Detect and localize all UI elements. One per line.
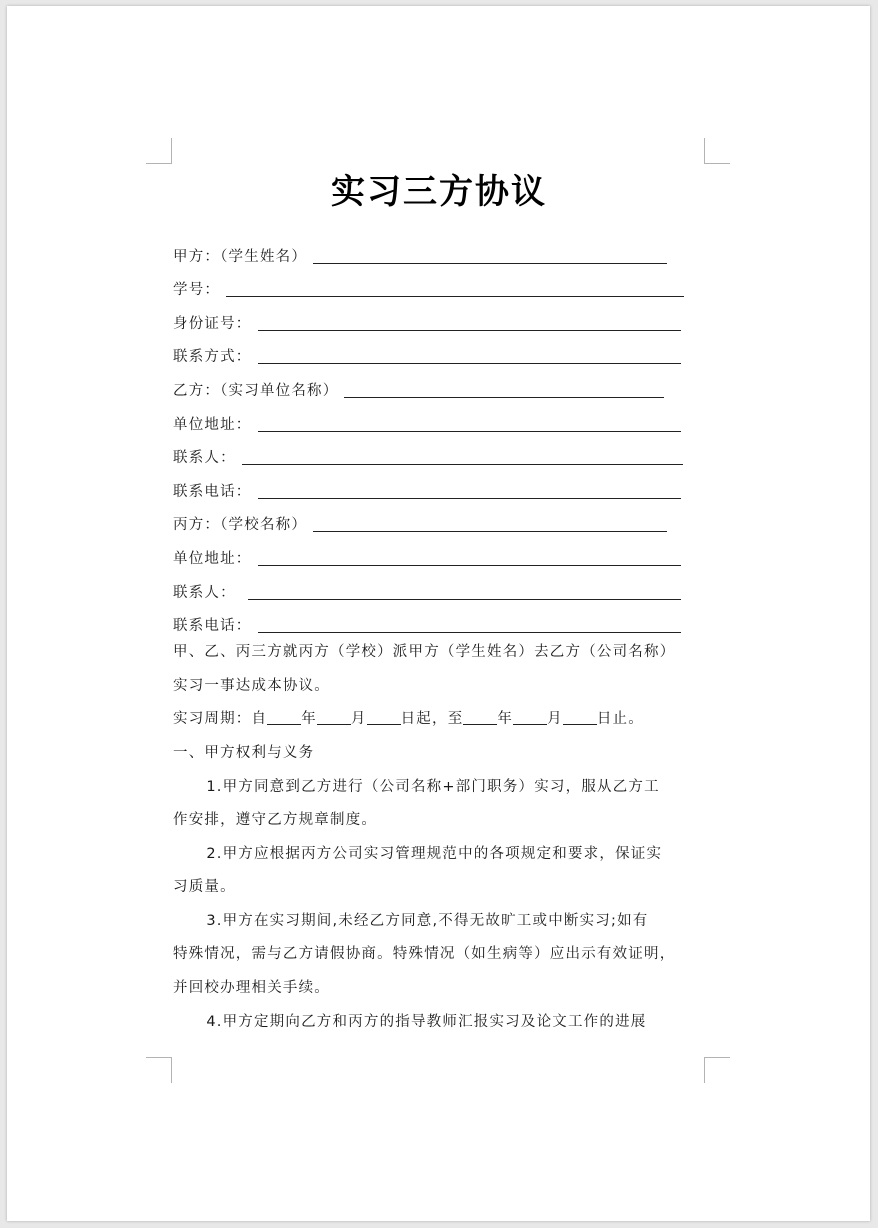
clause-3-line-2: 特殊情况，需与乙方请假协商。特殊情况（如生病等）应出示有效证明， (173, 946, 676, 963)
field-label: 联系方式： (173, 349, 252, 366)
field-label: 联系电话： (173, 483, 252, 500)
period-month-1: 月 (350, 711, 367, 728)
field-label: 学号： (173, 282, 221, 299)
fill-in-line[interactable] (258, 545, 681, 566)
field-party-a-name (173, 233, 710, 267)
field-party-b-phone (173, 468, 710, 502)
crop-mark-top-left (146, 138, 172, 164)
clause-3-line-3: 并回校办理相关手续。 (173, 980, 330, 997)
field-label: 联系电话： (173, 618, 252, 635)
period-day-1: 日起，至 (400, 711, 464, 728)
field-id-number (173, 300, 710, 334)
period-label: 实习周期：自 (173, 711, 268, 728)
field-label: 身份证号： (173, 315, 252, 332)
period-year-1: 年 (301, 711, 317, 728)
field-party-b-address (173, 401, 710, 435)
field-label: 联系人： (173, 584, 236, 601)
field-party-c-contact-person (173, 569, 710, 603)
fill-in-line[interactable] (258, 310, 681, 331)
field-label: 甲方：（学生姓名） (173, 248, 308, 265)
clause-2-line-1: 2.甲方应根据丙方公司实习管理规范中的各项规定和要求，保证实 (206, 845, 663, 862)
end-month-blank[interactable] (513, 710, 547, 725)
section-1-heading: 一、甲方权利与义务 (173, 744, 315, 761)
clause-1-line-1: 1.甲方同意到乙方进行（公司名称+部门职务）实习，服从乙方工 (206, 778, 660, 795)
fill-in-line[interactable] (248, 579, 681, 600)
fill-in-line[interactable] (258, 478, 681, 499)
fill-in-line[interactable] (258, 411, 681, 432)
end-day-blank[interactable] (563, 710, 597, 725)
field-party-c-phone (173, 603, 710, 637)
field-party-b-name (173, 367, 710, 401)
field-student-id (173, 267, 710, 301)
fill-in-line[interactable] (313, 511, 667, 532)
fill-in-line[interactable] (258, 343, 681, 364)
period-year-2: 年 (497, 711, 514, 728)
clause-2-line-2: 习质量。 (173, 879, 236, 896)
start-year-blank[interactable] (267, 710, 301, 725)
period-day-2: 日止。 (596, 711, 644, 728)
intro-line-2: 实习一事达成本协议。 (173, 677, 330, 694)
field-party-b-contact-person (173, 435, 710, 469)
start-month-blank[interactable] (317, 710, 351, 725)
fill-in-line[interactable] (242, 444, 683, 465)
field-label: 单位地址： (173, 416, 252, 433)
crop-mark-top-right (704, 138, 730, 164)
clause-3-line-1: 3.甲方在实习期间,未经乙方同意,不得无故旷工或中断实习;如有 (206, 912, 649, 929)
period-month-2: 月 (547, 711, 563, 728)
start-day-blank[interactable] (367, 710, 401, 725)
field-label: 乙方：（实习单位名称） (173, 382, 339, 399)
field-party-c-address (173, 535, 710, 569)
fill-in-line[interactable] (258, 612, 681, 633)
end-year-blank[interactable] (463, 710, 497, 725)
document-body (173, 233, 710, 1039)
intro-line-1: 甲、乙、丙三方就丙方（学校）派甲方（学生姓名）去乙方（公司名称） (173, 644, 676, 661)
document-title: 实习三方协议 (331, 172, 547, 212)
clause-4-line-1: 4.甲方定期向乙方和丙方的指导教师汇报实习及论文工作的进展 (206, 1013, 647, 1030)
crop-mark-bottom-left (146, 1057, 172, 1083)
field-label: 单位地址： (173, 550, 252, 567)
field-label: 丙方：（学校名称） (173, 517, 308, 534)
fill-in-line[interactable] (226, 276, 684, 297)
fill-in-line[interactable] (313, 243, 667, 264)
field-party-c-name (173, 502, 710, 536)
fill-in-line[interactable] (344, 377, 664, 398)
field-label: 联系人： (173, 450, 236, 467)
crop-mark-bottom-right (704, 1057, 730, 1083)
internship-period (173, 703, 710, 737)
clause-1-line-2: 作安排，遵守乙方规章制度。 (173, 812, 378, 829)
field-contact (173, 334, 710, 368)
